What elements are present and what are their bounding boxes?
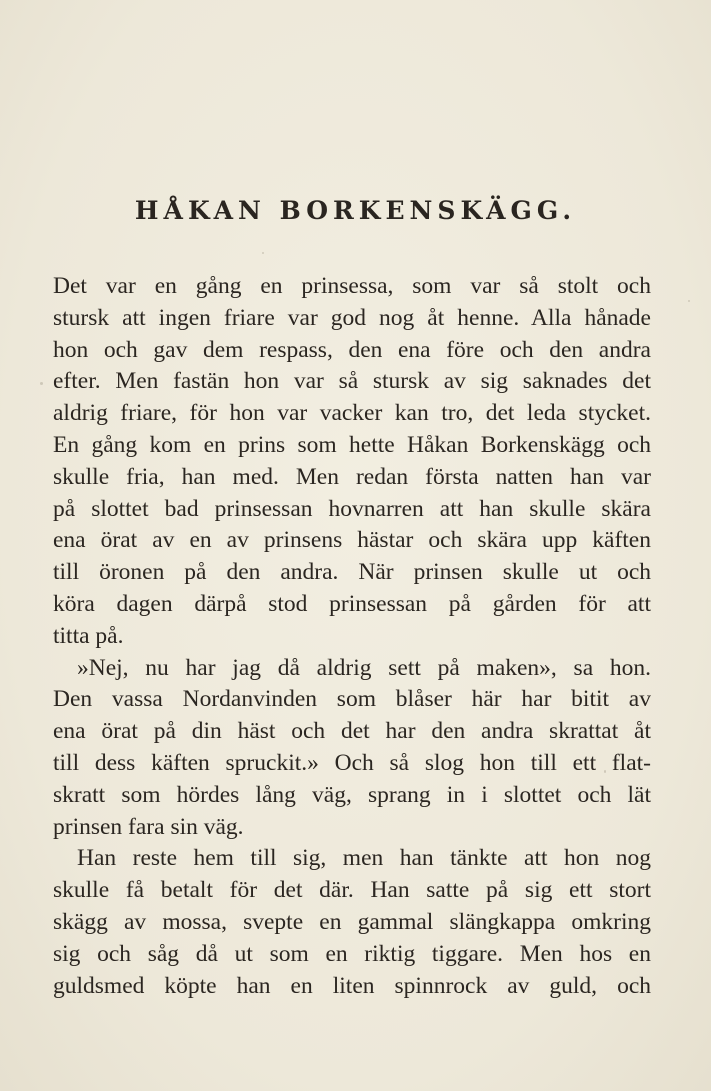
text-line: skratt som hördes lång väg, sprang in i slottet och lät xyxy=(53,781,651,808)
text-line: En gång kom en prins som hette Håkan Borkenskägg och xyxy=(53,431,651,458)
text-line: aldrig friare, för hon var vacker kan tro, det leda stycket. xyxy=(53,400,651,427)
text-line: »Nej, nu har jag då aldrig sett på maken», sa hon. xyxy=(77,654,651,681)
text-line: Han reste hem till sig, men han tänkte att hon nog xyxy=(77,845,651,872)
paper-speck xyxy=(262,252,264,254)
text-line: Den vassa Nordanvinden som blåser här har bitit av xyxy=(53,686,651,713)
text-line: efter. Men fastän hon var så stursk av sig saknades det xyxy=(53,368,651,395)
text-line: skulle få betalt för det där. Han satte på sig ett stort xyxy=(53,877,651,904)
story-body xyxy=(53,271,651,1002)
text-line: sig och såg då ut som en riktig tiggare. Men hos en xyxy=(53,940,651,967)
paper-speck xyxy=(688,300,690,302)
text-line: stursk att ingen friare var god nog åt henne. Alla hånade xyxy=(53,304,651,331)
text-line: Det var en gång en prinsessa, som var så stolt och xyxy=(53,273,651,299)
text-line: prinsen fara sin väg. xyxy=(53,813,244,840)
text-line: skulle fria, han med. Men redan första natten han var xyxy=(53,463,651,490)
text-line: ena örat på din häst och det har den andra skrattat åt xyxy=(53,718,651,745)
text-line: hon och gav dem respass, den ena före och den andra xyxy=(53,336,651,363)
text-line: till dess käften spruckit.» Och så slog hon till ett flat- xyxy=(53,749,651,776)
text-line: köra dagen därpå stod prinsessan på gården för att xyxy=(53,590,651,617)
story-title: HÅKAN BORKENSKÄGG. xyxy=(134,196,577,225)
text-line: på slottet bad prinsessan hovnarren att han skulle skära xyxy=(53,495,651,522)
text-line: till öronen på den andra. När prinsen skulle ut och xyxy=(53,559,651,586)
text-line: guldsmed köpte han en liten spinnrock av guld, och xyxy=(53,972,651,999)
text-line: ena örat av en av prinsens hästar och skära upp käften xyxy=(53,527,651,554)
paper-speck xyxy=(40,382,43,385)
text-line: skägg av mossa, svepte en gammal slängkappa omkring xyxy=(53,908,651,935)
text-line: titta på. xyxy=(53,622,124,649)
